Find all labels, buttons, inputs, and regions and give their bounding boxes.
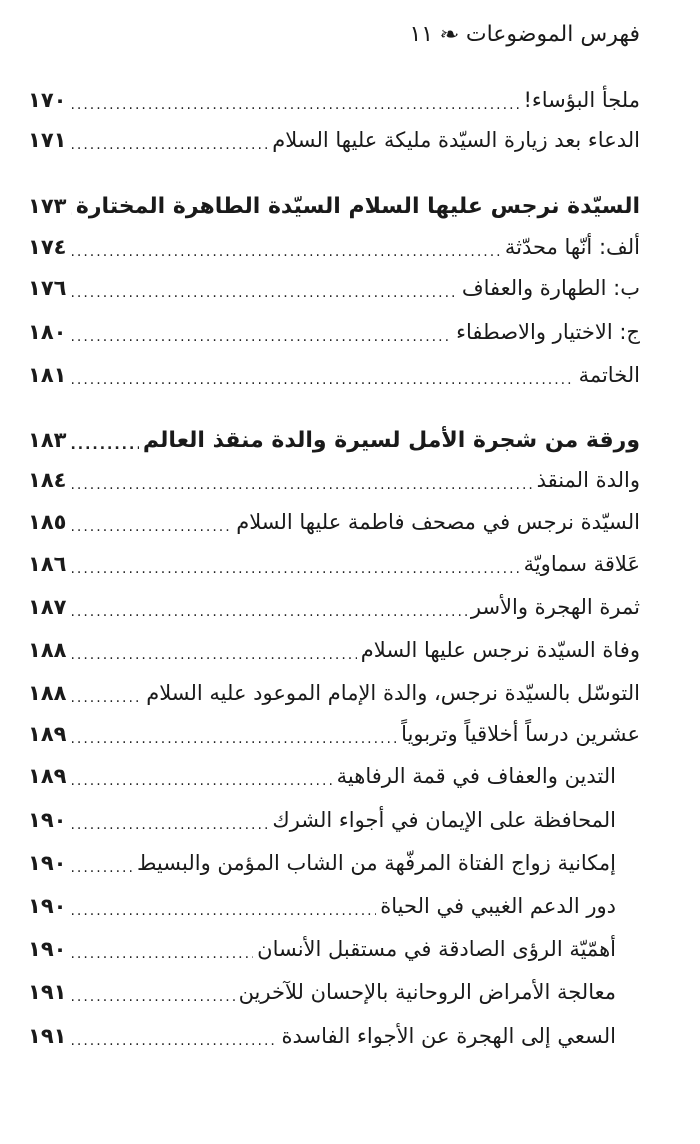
toc-entry-page: ١٨٥ (28, 510, 67, 534)
dot-leader (70, 763, 332, 789)
toc-entry (28, 502, 640, 542)
toc-entry-page: ١٨٨ (28, 681, 67, 705)
toc-entry-title: عشرين درساً أخلاقياً وتربوياً (401, 722, 640, 746)
toc-entry-page: ١٩٠ (28, 937, 67, 961)
toc-entry (28, 312, 640, 352)
dot-leader (70, 807, 268, 833)
toc-entry (28, 544, 640, 584)
dot-leader (70, 467, 532, 493)
dot-leader (70, 1023, 277, 1049)
toc-entry-page: ١٧٠ (28, 88, 67, 112)
toc-entry (28, 460, 640, 500)
dot-leader (70, 319, 452, 345)
toc-entry-page: ١٩١ (28, 1024, 67, 1048)
header-title: فهرس الموضوعات (465, 21, 640, 47)
toc-entry-title: ب: الطهارة والعفاف (461, 276, 640, 300)
dot-leader (70, 427, 138, 453)
toc-entry-title: ورقة من شجرة الأمل لسيرة والدة منقذ العالم (142, 427, 640, 453)
toc-entry (28, 227, 640, 267)
dot-leader (70, 936, 253, 962)
running-header (28, 16, 640, 52)
toc-entry (28, 630, 640, 670)
dot-leader (70, 850, 133, 876)
toc-entry-page: ١٧٦ (28, 276, 67, 300)
dot-leader (70, 87, 519, 113)
toc-entry-title: وفاة السيّدة نرجس عليها السلام (360, 638, 640, 662)
toc-entry-page: ١٨٦ (28, 552, 67, 576)
toc-entry-page: ١٧٤ (28, 235, 67, 259)
toc-entry-page: ١٩٠ (28, 808, 67, 832)
toc-entry (28, 80, 640, 120)
toc-entry (28, 587, 640, 627)
toc-entry-title: دور الدعم الغيبي في الحياة (380, 894, 616, 918)
dot-leader (70, 127, 268, 153)
toc-entry-page: ١٨٠ (28, 320, 67, 344)
dot-leader (70, 193, 71, 219)
toc-entry-title: ملجأ البؤساء! (523, 88, 640, 112)
toc-entry-title: والدة المنقذ (536, 468, 640, 492)
toc-section-heading (28, 420, 640, 460)
toc-subentry (28, 929, 616, 969)
dot-leader (70, 680, 142, 706)
toc-entry-title: المحافظة على الإيمان في أجواء الشرك (272, 808, 616, 832)
dot-leader (70, 721, 397, 747)
toc-subentry (28, 843, 616, 883)
dot-leader (70, 893, 376, 919)
toc-entry-title: ثمرة الهجرة والأسر (470, 595, 640, 619)
toc-entry-title: السعي إلى الهجرة عن الأجواء الفاسدة (281, 1024, 616, 1048)
toc-subentry (28, 972, 616, 1012)
dot-leader (70, 362, 574, 388)
toc-entry-page: ١٩٠ (28, 894, 67, 918)
toc-entry-page: ١٨٤ (28, 468, 67, 492)
toc-entry-title: السيّدة نرجس في مصحف فاطمة عليها السلام (236, 510, 640, 534)
toc-entry-title: ألف: أنّها محدّثة (504, 235, 640, 259)
dot-leader (70, 594, 466, 620)
toc-entry-page: ١٩٠ (28, 851, 67, 875)
toc-entry-title: عَلاقة سماويّة (523, 552, 640, 576)
toc-entry-title: التدين والعفاف في قمة الرفاهية (336, 764, 616, 788)
toc-entry-title: إمكانية زواج الفتاة المرفّهة من الشاب المؤمن والبسيط (137, 851, 616, 875)
toc-entry (28, 673, 640, 713)
toc-entry-title: معالجة الأمراض الروحانية بالإحسان للآخرين (238, 980, 616, 1004)
dot-leader (70, 551, 519, 577)
toc-entry-page: ١٨٣ (28, 428, 67, 452)
toc-entry-title: التوسّل بالسيّدة نرجس، والدة الإمام الموعود عليه السلام (146, 681, 640, 705)
dot-leader (70, 234, 500, 260)
toc-entry-title: الدعاء بعد زيارة السيّدة مليكة عليها السلام (272, 128, 640, 152)
dot-leader (70, 979, 234, 1005)
ornament-icon: ❧ (439, 22, 460, 46)
toc-entry-page: ١٨٧ (28, 595, 67, 619)
toc-entry (28, 355, 640, 395)
toc-entry-title: أهمّيّة الرؤى الصادقة في مستقبل الأنسان (257, 937, 616, 961)
toc-entry-page: ١٨١ (28, 363, 67, 387)
toc-section-heading (28, 186, 640, 226)
toc-entry-title: السيّدة نرجس عليها السلام السيّدة الطاهرة المختارة (75, 193, 640, 219)
toc-entry-page: ١٨٩ (28, 722, 67, 746)
toc-entry (28, 714, 640, 754)
dot-leader (70, 637, 356, 663)
toc-entry-title: ج: الاختيار والاصطفاء (456, 320, 640, 344)
header-page-number: ١١ (409, 21, 434, 47)
toc-subentry (28, 1016, 616, 1056)
toc-entry-title: الخاتمة (578, 363, 640, 387)
toc-subentry (28, 756, 616, 796)
dot-leader (70, 275, 457, 301)
toc-entry-page: ١٧٣ (28, 194, 67, 218)
toc-subentry (28, 886, 616, 926)
toc-entry-page: ١٩١ (28, 980, 67, 1004)
toc-entry (28, 120, 640, 160)
toc-entry-page: ١٨٨ (28, 638, 67, 662)
toc-entry-page: ١٧١ (28, 128, 67, 152)
dot-leader (70, 509, 232, 535)
toc-entry-page: ١٨٩ (28, 764, 67, 788)
toc-subentry (28, 800, 616, 840)
toc-entry (28, 268, 640, 308)
